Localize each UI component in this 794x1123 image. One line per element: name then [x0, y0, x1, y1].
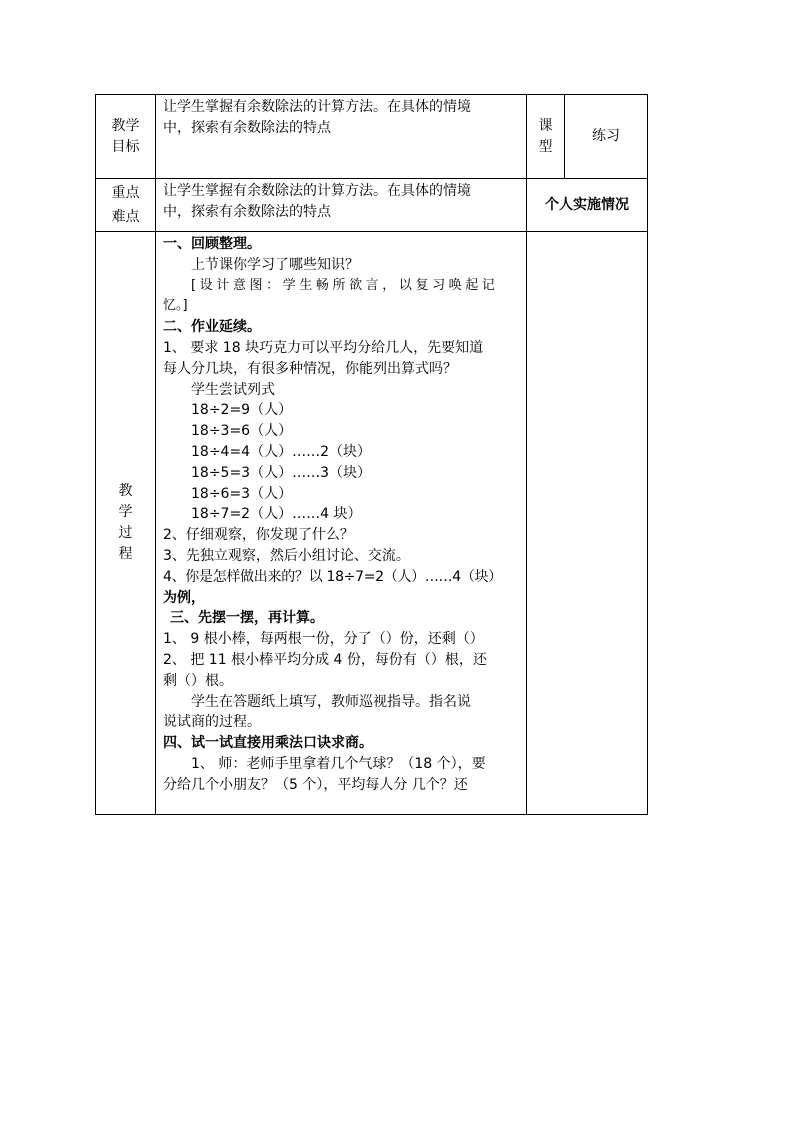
- process-label-char-4: 程: [118, 545, 133, 562]
- equation-1: 18÷2=9（人）: [191, 402, 293, 419]
- goal-text-line-2: 中，探索有余数除法的特点: [163, 119, 331, 136]
- section-1-heading: 一、回顾整理。: [163, 236, 261, 252]
- key-text-line-1: 让学生掌握有余数除法的计算方法。在具体的情境: [163, 183, 471, 199]
- implementation-header: 个人实施情况: [527, 179, 648, 232]
- section-2-item-4-line-1: 4、你是怎样做出来的？以 18÷7=2（人）……4（块）: [163, 568, 502, 585]
- equation-5: 18÷6=3（人）: [191, 485, 293, 502]
- lesson-type-label-cell: [527, 95, 565, 179]
- section-3-item-2-line-1: 2、 把 11 根小棒平均分成 4 份，每份有（）根，还: [163, 651, 487, 668]
- section-1-design-note-1: [设计意图：学生畅所欲言，以复习唤起记: [191, 277, 499, 293]
- implementation-notes-cell: [527, 232, 648, 815]
- key-text-line-2: 中，探索有余数除法的特点: [163, 203, 331, 220]
- section-2-item-1-line-2: 每人分几块，有很多种情况，你能列出算式吗？: [163, 360, 457, 377]
- equation-6: 18÷7=2（人）……4 块）: [191, 506, 362, 523]
- process-row: [96, 232, 648, 815]
- goal-text-line-1: 让学生掌握有余数除法的计算方法。在具体的情境: [163, 99, 471, 115]
- section-4-heading: 四、试一试直接用乘法口诀求商。: [163, 735, 373, 752]
- lesson-type-value: 练习: [565, 95, 648, 179]
- process-label-char-3: 过: [118, 525, 133, 541]
- key-points-label-cell: [96, 179, 156, 232]
- section-2-try: 学生尝试列式: [191, 381, 275, 398]
- key-points-text-cell: [156, 179, 527, 232]
- section-3-note-line-2: 说试商的过程。: [163, 714, 261, 731]
- section-3-heading: 三、先摆一摆，再计算。: [170, 610, 324, 627]
- section-4-item-1-line-1: 1、 师：老师手里拿着几个气球？（18 个），要: [191, 755, 486, 772]
- process-label-char-2: 学: [118, 504, 133, 521]
- section-2-item-1-line-1: 1、 要求 18 块巧克力可以平均分给几人，先要知道: [163, 339, 484, 356]
- process-content-cell: [156, 232, 527, 815]
- section-2-item-4-line-2: 为例，: [163, 589, 205, 606]
- key-points-row: [96, 179, 648, 232]
- section-2-heading: 二、作业延续。: [163, 319, 261, 336]
- section-1-design-note-2: 忆。]: [163, 298, 188, 314]
- lesson-type-label-line-2: 型: [538, 138, 553, 155]
- key-label-line-1: 重点: [111, 185, 140, 201]
- section-4-item-1-line-2: 分给几个小朋友？（5 个），平均每人分 几个？还: [163, 776, 468, 793]
- equation-2: 18÷3=6（人）: [191, 423, 293, 440]
- section-3-note-line-1: 学生在答题纸上填写，教师巡视指导。指名说: [191, 693, 471, 710]
- lesson-plan-table: [95, 94, 648, 815]
- lesson-type-label-line-1: 课: [538, 117, 553, 134]
- process-label-char-1: 教: [118, 483, 133, 500]
- goal-label-line-2: 目标: [111, 138, 140, 155]
- equation-3: 18÷4=4（人）……2（块）: [191, 443, 371, 460]
- goal-label-cell: [96, 95, 156, 179]
- key-label-line-2: 难点: [111, 209, 140, 225]
- section-1-question: 上节课你学习了哪些知识？: [191, 256, 359, 273]
- process-label-cell: [96, 232, 156, 815]
- goal-label-line-1: 教学: [111, 117, 140, 134]
- section-3-item-1: 1、 9 根小棒，每两根一份，分了（）份，还剩（）: [163, 631, 484, 648]
- goal-text-cell: [156, 95, 527, 179]
- section-2-item-2: 2、仔细观察，你发现了什么？: [163, 527, 354, 544]
- section-2-item-3: 3、先独立观察，然后小组讨论、交流。: [163, 547, 410, 564]
- section-3-item-2-line-2: 剩（）根。: [163, 672, 233, 689]
- goal-row: [96, 95, 648, 179]
- equation-4: 18÷5=3（人）……3（块）: [191, 464, 371, 481]
